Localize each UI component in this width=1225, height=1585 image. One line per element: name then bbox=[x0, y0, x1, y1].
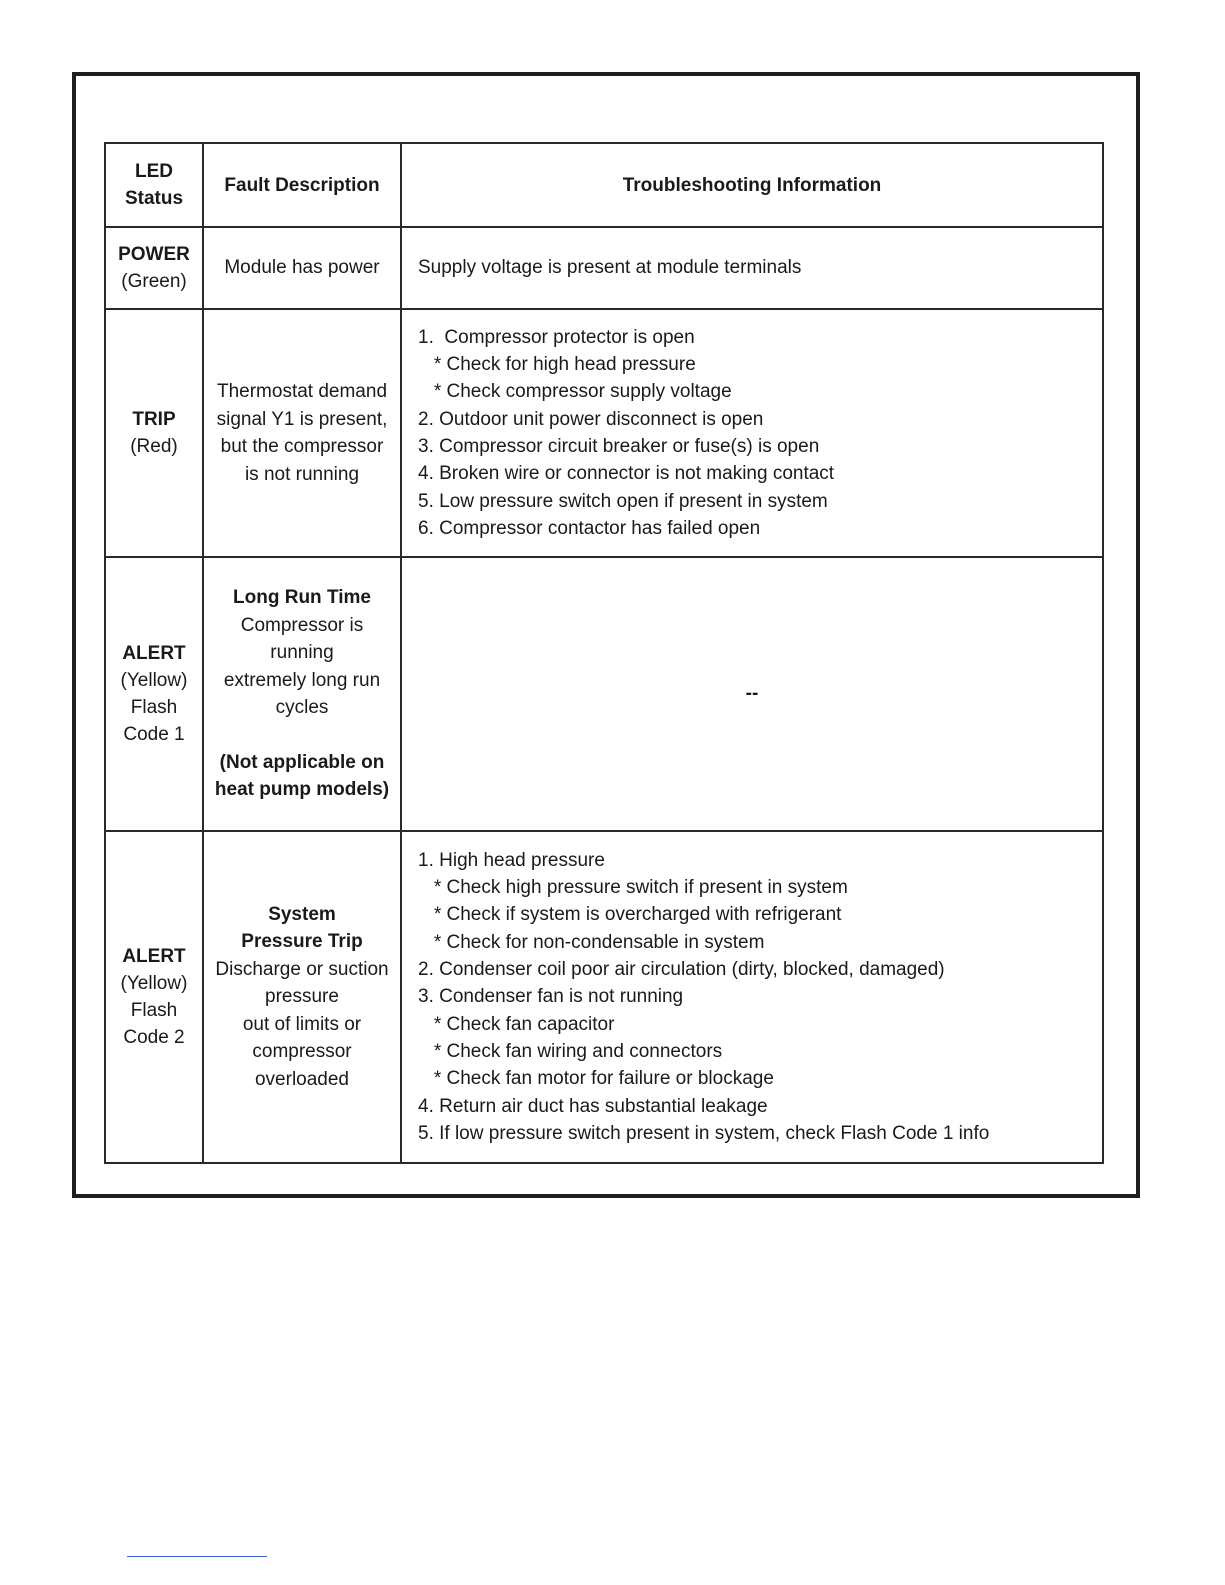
fault-line: running bbox=[270, 642, 334, 664]
led-detail: Flash bbox=[130, 1000, 178, 1021]
led-detail: (Red) bbox=[130, 436, 178, 457]
fault-line: Thermostat demand bbox=[216, 381, 388, 402]
fault-line: signal Y1 is present, bbox=[216, 408, 388, 430]
table-row bbox=[105, 309, 1103, 557]
led-detail: Code 1 bbox=[123, 724, 185, 745]
fault-line bbox=[204, 722, 400, 749]
led-name: ALERT bbox=[122, 643, 186, 664]
troubleshooting-line: 2. Outdoor unit power disconnect is open bbox=[418, 408, 764, 430]
fault-line: is not running bbox=[244, 463, 360, 485]
led-status-cell bbox=[105, 227, 203, 309]
fault-line: overloaded bbox=[254, 1068, 350, 1090]
fault-line: compressor bbox=[252, 1041, 352, 1063]
fault-line: Discharge or suction bbox=[215, 958, 389, 980]
fault-line: Module has power bbox=[224, 257, 380, 279]
table-row bbox=[105, 557, 1103, 831]
fault-line: pressure bbox=[265, 986, 339, 1008]
troubleshooting-line: Supply voltage is present at module terminals bbox=[418, 257, 802, 279]
fault-line: System bbox=[268, 903, 336, 925]
fault-line: extremely long run bbox=[223, 669, 381, 691]
troubleshooting-line: * Check for high head pressure bbox=[418, 354, 696, 376]
troubleshooting-cell bbox=[401, 309, 1103, 557]
table-row bbox=[105, 831, 1103, 1163]
led-name: TRIP bbox=[132, 409, 176, 430]
troubleshooting-cell bbox=[401, 557, 1103, 831]
troubleshooting-line: 3. Compressor circuit breaker or fuse(s) is open bbox=[418, 436, 820, 457]
header-fault-description: Fault Description bbox=[203, 143, 401, 227]
troubleshooting-line: 2. Condenser coil poor air circulation (dirty, blocked, damaged) bbox=[418, 959, 945, 981]
fault-line: out of limits or bbox=[242, 1013, 362, 1035]
fault-line: (Not applicable on bbox=[219, 751, 385, 773]
table-header-row bbox=[105, 143, 1103, 227]
fault-line: but the compressor bbox=[220, 436, 384, 457]
troubleshooting-cell bbox=[401, 227, 1103, 309]
fault-description-cell bbox=[203, 557, 401, 831]
fault-line: Compressor is bbox=[240, 614, 364, 636]
troubleshooting-table bbox=[104, 142, 1104, 1164]
fault-line: heat pump models) bbox=[214, 779, 390, 801]
table-row bbox=[105, 227, 1103, 309]
troubleshooting-line: 5. If low pressure switch present in system, check Flash Code 1 info bbox=[418, 1122, 990, 1144]
fault-description-cell bbox=[203, 227, 401, 309]
led-detail: Flash bbox=[130, 697, 178, 718]
header-troubleshooting: Troubleshooting Information bbox=[401, 143, 1103, 227]
led-detail: (Yellow) bbox=[120, 670, 188, 691]
led-status-cell bbox=[105, 557, 203, 831]
led-detail: (Green) bbox=[121, 271, 187, 292]
footer-underline bbox=[127, 1556, 267, 1557]
troubleshooting-line: * Check fan wiring and connectors bbox=[418, 1040, 723, 1062]
troubleshooting-line: 5. Low pressure switch open if present in system bbox=[418, 490, 828, 512]
troubleshooting-line: 4. Return air duct has substantial leakage bbox=[418, 1095, 768, 1117]
led-status-cell bbox=[105, 831, 203, 1163]
troubleshooting-line: 3. Condenser fan is not running bbox=[418, 986, 684, 1008]
troubleshooting-line: 6. Compressor contactor has failed open bbox=[418, 517, 761, 539]
led-detail: (Yellow) bbox=[120, 973, 188, 994]
fault-description-cell bbox=[203, 831, 401, 1163]
troubleshooting-line: 4. Broken wire or connector is not making contact bbox=[418, 463, 835, 485]
fault-line: Pressure Trip bbox=[241, 931, 363, 953]
led-status-cell bbox=[105, 309, 203, 557]
troubleshooting-line: * Check compressor supply voltage bbox=[418, 381, 732, 403]
fault-line: Long Run Time bbox=[233, 587, 371, 609]
troubleshooting-line: * Check fan motor for failure or blockage bbox=[418, 1068, 774, 1090]
led-name: ALERT bbox=[122, 946, 186, 967]
troubleshooting-line: 1. High head pressure bbox=[418, 849, 605, 871]
troubleshooting-line: * Check if system is overcharged with refrigerant bbox=[418, 904, 842, 926]
troubleshooting-line: * Check fan capacitor bbox=[418, 1013, 615, 1035]
header-led-status: LED Status bbox=[105, 143, 203, 227]
troubleshooting-line: * Check high pressure switch if present in system bbox=[418, 877, 848, 899]
led-name: POWER bbox=[118, 244, 190, 265]
troubleshooting-placeholder: -- bbox=[745, 683, 759, 705]
troubleshooting-line: 1. Compressor protector is open bbox=[418, 326, 695, 348]
troubleshooting-cell bbox=[401, 831, 1103, 1163]
troubleshooting-line: * Check for non-condensable in system bbox=[418, 931, 765, 953]
led-detail: Code 2 bbox=[123, 1027, 185, 1048]
fault-line: cycles bbox=[275, 697, 329, 719]
fault-description-cell bbox=[203, 309, 401, 557]
